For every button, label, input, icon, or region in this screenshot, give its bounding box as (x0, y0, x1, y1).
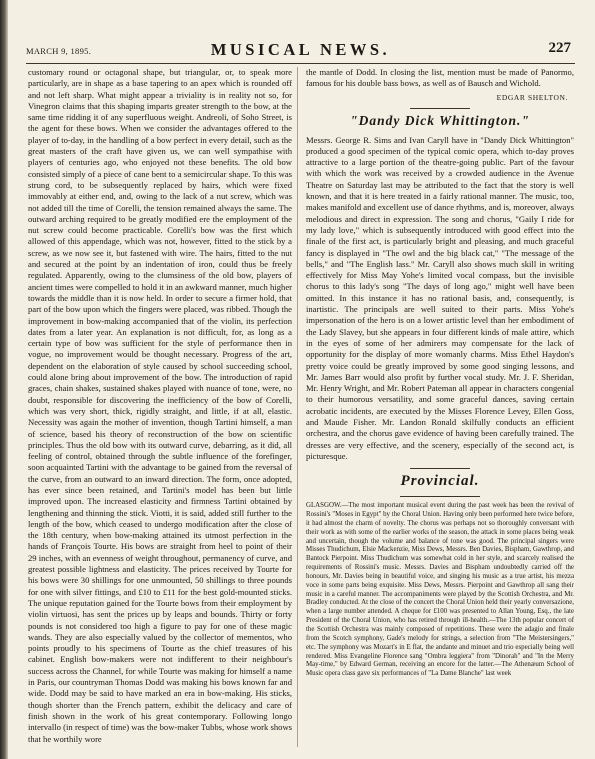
author-signature: EDGAR SHELTON. (496, 92, 568, 102)
issue-date: MARCH 9, 1895. (26, 46, 92, 56)
page-binding-edge (0, 0, 8, 759)
publication-title: MUSICAL NEWS. (210, 40, 391, 59)
heading-underline (400, 496, 480, 497)
bow-article-text: customary round or octagonal shape, but triangular, or, to speak more particularly, are in shape as a base tapering to an apex which is rounded off and not left sharp. What might appear a triviality is in reality not so, for Vinegron claims that this shaping imparts greater strength to the bow, at the same time ridding it of any superfluous weight. Andreoli, of Soho Street, is the agent for these bows. When we consider the advantages offered to the player of to-day, in the handling of a bow perfect in every detail, such as the great masters of the craft have given us, we can well sympathise with players of centuries ago, who enjoyed not these benefits. The old bow consisted simply of a piece of cane bent to a semicircular shape. To this was strung cord, to be subsequently replaced by hairs, which were fixed immovably at either end, and, owing to the lack of a nut screw, which was not added till the time of Corelli, the tension remained always the same. The outward arching required to be greatly modified ere the employment of the nut screw could become practicable. Corelli's bow was the first which allowed of this appendage, which was not, however, fitted to the stick by a screw, as we now see it, but fastened with wire. The hairs, fitted to the nut and secured at the point by an indentation of iron, could thus be freely regulated. Apparently, owing to the clumsiness of the old bow, players of ancient times were compelled to hold it in an awkward manner, much higher towards the middle than it is now held. In order to secure a firmer hold, that part of the bow upon which the fingers were placed, was ribbed. Though the improvement in bow-making accompanied that of the violin, its perfection dates from a later year. An explanation is not difficult, for, as long as a certain type of bow was sufficient for the style of performance then in vogue, no improvement would be thought necessary. Progress of the art, dependent on the elaboration of style caused by school succeeding school, could alone bring about improvement of the bow. The introduction of rapid graces, chain shakes, sustained shakes played with nuance of tone, were, no doubt, responsible for discovering the inefficiency of the bow of Corelli, which was very short, thick, rigidly straight, and little, if at all, elastic. Necessity was again the mother of invention, though Tartini himself, a man of science, based his theory of reconstruction of the bow on scientific principles. Thus the old bow with its outward curve, debarring, as it did, all feeling of control, obtained through the subtle influence of the forefinger, soon acquainted Tartini with the advantage to be gained from the reversal of the curve, from an outward to an inward direction. The form, once adopted, has ever since been retained, and Tartini's model has been but little improved upon. The increased elasticity and firmness Tartini obtained by lengthening and thinning the stick. Viotti, it is said, added still further to the length of the bow, which ceased to undergo modification after the close of the 18th century, when bow-making attained its utmost perfection in the hands of François Tourte. His bows are straight from heel to point of their 29 inches, with an evenness of weight throughout, permanency of curve, and greatest possible lightness and elasticity. The prices received by Tourte for his bows were 30 shillings for one unmounted, 50 shillings to three pounds for one with silver fittings, and £10 to £11 for the best gold-mounted sticks. The unique reputation gained for the Tourte bows from their employment by violin virtuosi, has sent the prices up by leaps and bounds. Thirty or forty pounds is not considered too high a figure to pay for one of these magic wands. They are also especially valued by the collector of mementos, who points proudly to his specimens of Tourte as the chief treasures of his cabinet. English bow-makers were not indifferent to their neighbour's success across the Channel, for while Tourte was making for himself a name in Paris, our countryman Thomas Dodd was making his bows known far and wide. Dodd may be said to have marked an era in bow-making. His sticks, though shorter than the French pattern, exhibit the delicacy and care of finish shown in the work of his great contemporary. Following longo intervallo (in respect of time) was the bow-maker Tubbs, whose work shows that he worthily wore (28, 67, 292, 744)
review-heading: "Dandy Dick Whittington." (350, 112, 530, 128)
right-column (306, 67, 574, 747)
bow-article-conclusion: the mantle of Dodd. In closing the list, mention must be made of Panormo, famous for his double bass bows, as well as of Bausch and Wichold. (306, 67, 574, 89)
column-divider (297, 67, 298, 747)
page-number: 227 (548, 40, 571, 56)
section-divider-2 (410, 468, 470, 469)
provincial-heading: Provincial. (400, 473, 480, 490)
page-header (26, 40, 575, 62)
left-column (28, 67, 292, 747)
provincial-text: GLASGOW.—The most important musical event during the past week has been the revival of Rossini's "Moses in Egypt" by the Choral Union. Having only been performed here twice before, it had almost the charm of novelty. The chorus was perhaps not so thoroughly conversant with their work as with some of the earlier works of the season, the attack in some places being weak and uncertain, though the volume and balance of tone was good. The principal singers were Misses Thudichum, Elsie Mackenzie, Miss Dews, Messrs. Ben Davies, Bispham, Gawthrop, and Bantock Pierpoint. Miss Thudichum was somewhat cold in her style, and scarcely realised the requirements of Rossini's music. Messrs. Davies and Bispham undoubtedly carried off the honours, Mr. Davies being in beautiful voice, and singing his music as a true artist, his mezza voce in some parts being exquisite. Miss Dews, Messrs. Pierpoint and Gawthrop all sang their music in a careful manner. The accompaniments were played by the Scottish Orchestra, and Mr. Bradley conducted. At the close of the concert the Choral Union held their yearly conversazione, when a large number attended. A cheque for £100 was presented to Allan Young, Esq., the late President of the Choral Union, who has retired through ill-health.—The 13th popular concert of the Scottish Orchestra was mainly composed of repetitions. These were the adagio and finale from the Scotch symphony, Gade's melody for strings, a selection from "The Meistersingers," etc. The symphony was Mozart's in E flat, the andante and minuet and trio especially being well rendered. Miss Evangeline Florence sang "Ombra leggiera" from "Dinorah" and "In the Merry May-time," by Edward German, receiving an encore for the latter.—The Athenæum School of Music opera class gave six performances of "La Dame Blanche" last week (306, 502, 574, 678)
header-rule (26, 63, 575, 64)
review-text: Messrs. George R. Sims and Ivan Caryll have in "Dandy Dick Whittington" produced a good specimen of the typical comic opera, which to-day proves attractive to a large portion of the theatre-going public. Part of the favour with which the work was received by a crowded audience in the Avenue Theatre on Saturday last may be attributed to the fact that the story is well known, and that it is here treated in a fairly rational manner. The music, too, makes manifold and excellent use of dance rhythms, and is, moreover, always melodious and direct in expression. The song and chorus, "Gaily I ride for my lady love," which is subsequently introduced with good effect into the finale of the first act, is particularly bright and pleasing, and much graceful fancy is displayed in "The owl and the big black cat," "The message of the bells," and "The English lass." Mr. Caryll also shows much skill in writing effectively for Miss May Yohe's limited vocal compass, but the invisible chorus to this lady's song "The days of long ago," might well have been omitted. In this instance it has no rational basis, and, consequently, is inartistic. The principals are well suited to their parts. Miss Yohe's impersonation of the hero is on a lower artistic level than her embodiment of the Lady Slavey, but she appears in four different kinds of male attire, which in the eyes of some of her admirers may compensate for the lack of opportunity for the display of more womanly charms. Miss Ethel Haydon's pretty voice could be greatly improved by some good singing lessons, and Mr. James Barr would also profit by further vocal study. Mr. J. F. Sheridan, Mr. Henry Wright, and Mr. Robert Pateman all appear in characters congenial to their humorous versatility, and some graceful dances, saving certain acrobatic incidents, are executed by the Misses Florence Levey, Ellen Goss, and Maude Fisher. Mr. Landon Ronald skilfully conducts an efficient orchestra, and the chorus gave evidence of having been carefully trained. The dresses are very effective, and the scenery, especially of the second act, is picturesque. (306, 134, 574, 461)
section-divider (410, 108, 470, 109)
